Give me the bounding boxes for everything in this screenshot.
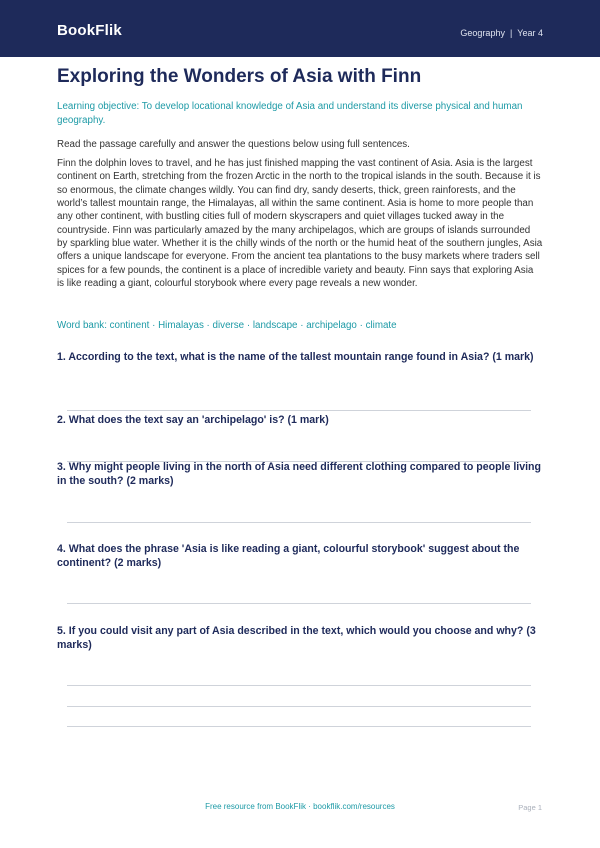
question-3: 3. Why might people living in the north of Asia need different clothing compared to people living in the south? (2 marks) [57, 461, 542, 487]
answer-line[interactable] [67, 685, 531, 686]
reading-instructions: Read the passage carefully and answer the questions below using full sentences. [57, 139, 410, 150]
answer-line[interactable] [67, 726, 531, 727]
learning-objective: Learning objective: To develop locational knowledge of Asia and understand its diverse physical and human geography. [57, 101, 523, 126]
year-label: Year 4 [517, 28, 543, 38]
answer-line[interactable] [67, 706, 531, 707]
footer-credit: Free resource from BookFlik · bookflik.com/resources [205, 802, 395, 811]
word-bank: Word bank: continent · Himalayas · diverse · landscape · archipelago · climate [57, 320, 397, 331]
page-header [0, 0, 600, 57]
brand-logo-text: BookFlik [57, 22, 122, 39]
question-5: 5. If you could visit any part of Asia described in the text, which would you choose and why? (3 marks) [57, 625, 536, 651]
header-separator: | [509, 28, 513, 38]
answer-line[interactable] [67, 522, 531, 523]
question-2: 2. What does the text say an 'archipelago' is? (1 mark) [57, 414, 329, 426]
reading-passage: Finn the dolphin loves to travel, and he has just finished mapping the vast continent of Asia. Asia is the largest continent on Earth, stretching from the frozen Arctic in the north to the tropical islands in the south. Because it is so enormous, the climate changes wildly. You can find dry, sandy deserts, thick, green rainforests, and the world’s tallest mountain range, the Himalayas, all within the same continent. Asia is home to more people than any other continent, with bustling cities full of modern skyscrapers and quiet villages tucked away in the countryside. Finn was particularly amazed by the many archipelagos, which are groups of islands surrounded by sparkling blue water. Whether it is the chilly winds of the north or the humid heat of the southern jungles, Asia offers a unique landscape for everyone. From the ancient tea plantations to the busy markets where traders sell spices for a few pounds, the continent is a place of incredible variety and beauty. Finn says that exploring Asia is like reading a giant, colourful storybook where every page reveals a new wonder. [57, 158, 543, 290]
subject-label: Geography [460, 28, 505, 38]
page-number: Page 1 [518, 803, 542, 812]
question-4: 4. What does the phrase 'Asia is like reading a giant, colourful storybook' suggest about the continent? (2 marks) [57, 543, 520, 569]
question-1: 1. According to the text, what is the name of the tallest mountain range found in Asia? (1 mark) [57, 351, 534, 363]
answer-line[interactable] [67, 410, 531, 411]
worksheet-title: Exploring the Wonders of Asia with Finn [57, 66, 422, 87]
subject-year-label [460, 28, 543, 38]
answer-line[interactable] [67, 603, 531, 604]
